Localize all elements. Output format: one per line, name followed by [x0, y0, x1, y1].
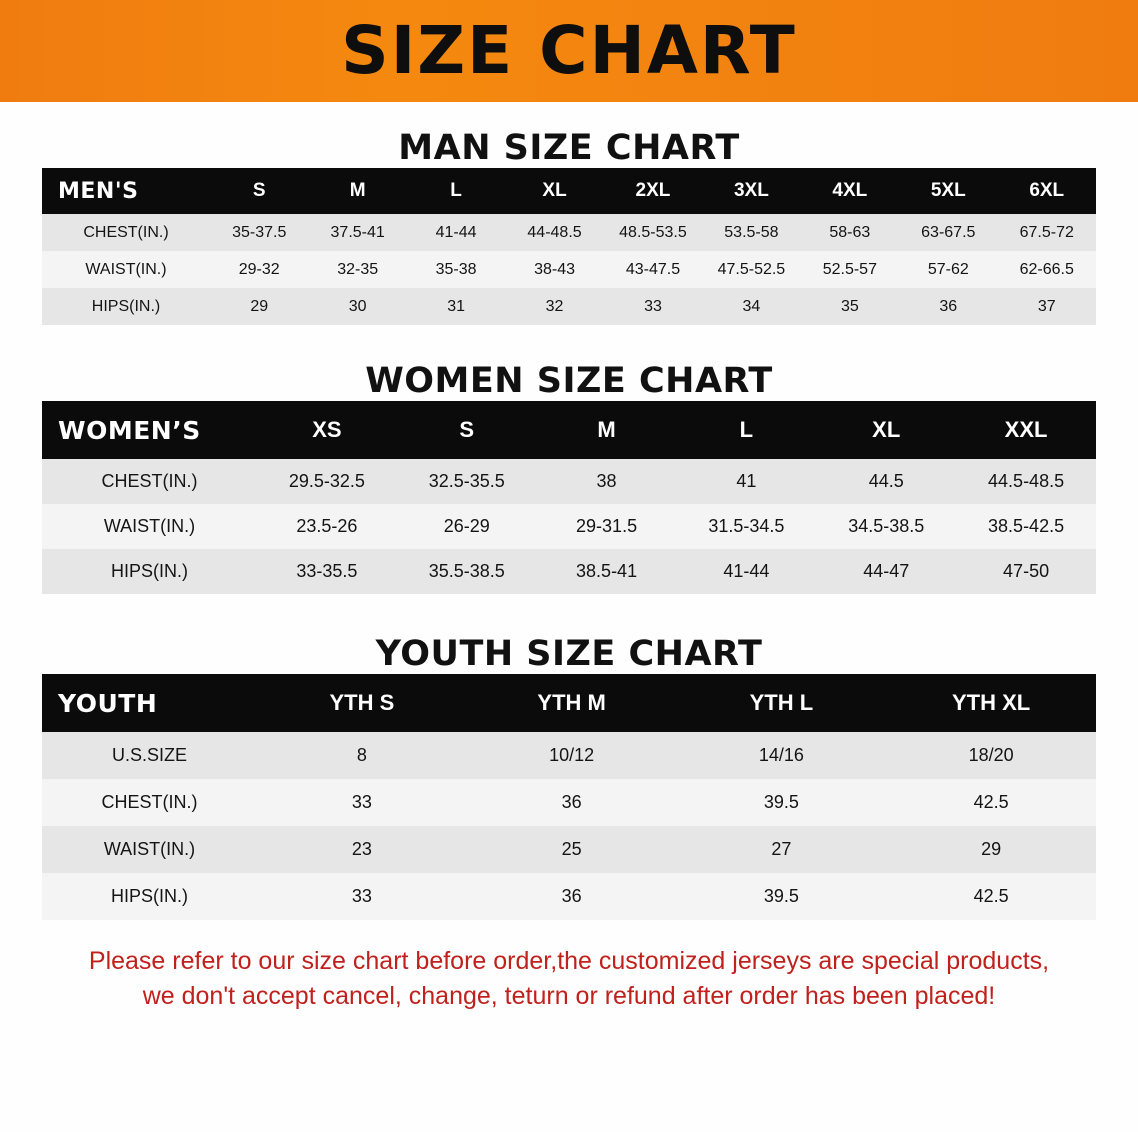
man-cell: 48.5-53.5	[604, 214, 702, 251]
youth-cell: 42.5	[886, 779, 1096, 826]
man-column-header: 2XL	[604, 168, 702, 214]
man-cell: 63-67.5	[899, 214, 997, 251]
man-cell: 29-32	[210, 251, 308, 288]
women-table-row	[42, 504, 1096, 549]
youth-cell: 27	[677, 826, 887, 873]
women-table-row	[42, 549, 1096, 594]
women-row-header-label: WOMEN’S	[42, 401, 257, 459]
youth-table-row	[42, 779, 1096, 826]
man-section-heading: MAN SIZE CHART	[398, 128, 740, 168]
women-table-wrapper	[42, 401, 1096, 594]
youth-section-heading: YOUTH SIZE CHART	[375, 634, 763, 674]
youth-cell: 39.5	[677, 779, 887, 826]
women-cell: 33-35.5	[257, 549, 397, 594]
man-cell: 53.5-58	[702, 214, 800, 251]
man-column-header: S	[210, 168, 308, 214]
man-cell: 34	[702, 288, 800, 325]
man-row-label: CHEST(IN.)	[42, 214, 210, 251]
youth-row-label: U.S.SIZE	[42, 732, 257, 779]
youth-row-label: HIPS(IN.)	[42, 873, 257, 920]
man-cell: 32	[505, 288, 603, 325]
youth-cell: 39.5	[677, 873, 887, 920]
youth-row-header-label: YOUTH	[42, 674, 257, 732]
note-line-1: Please refer to our size chart before order,the customized jerseys are special products,	[88, 947, 1050, 975]
man-column-header: M	[308, 168, 406, 214]
youth-cell: 18/20	[886, 732, 1096, 779]
man-column-header: 3XL	[702, 168, 800, 214]
women-cell: 32.5-35.5	[397, 459, 537, 504]
man-row-label: HIPS(IN.)	[42, 288, 210, 325]
man-cell: 47.5-52.5	[702, 251, 800, 288]
man-cell: 44-48.5	[505, 214, 603, 251]
page-title: SIZE CHART	[341, 12, 797, 89]
youth-cell: 29	[886, 826, 1096, 873]
man-cell: 58-63	[801, 214, 899, 251]
youth-cell: 36	[467, 779, 677, 826]
man-cell: 30	[308, 288, 406, 325]
youth-table-wrapper	[42, 674, 1096, 920]
women-cell: 47-50	[956, 549, 1096, 594]
man-table-row	[42, 214, 1096, 251]
man-cell: 62-66.5	[998, 251, 1097, 288]
man-size-table	[42, 168, 1096, 325]
man-cell: 29	[210, 288, 308, 325]
women-cell: 29-31.5	[537, 504, 677, 549]
youth-cell: 8	[257, 732, 467, 779]
youth-cell: 36	[467, 873, 677, 920]
youth-table-row	[42, 732, 1096, 779]
youth-cell: 14/16	[677, 732, 887, 779]
women-table-body	[42, 459, 1096, 594]
women-row-label: CHEST(IN.)	[42, 459, 257, 504]
man-cell: 36	[899, 288, 997, 325]
women-column-header: XS	[257, 401, 397, 459]
women-row-label: HIPS(IN.)	[42, 549, 257, 594]
women-cell: 44.5-48.5	[956, 459, 1096, 504]
women-column-header: XXL	[956, 401, 1096, 459]
youth-table-row	[42, 826, 1096, 873]
man-column-header: 5XL	[899, 168, 997, 214]
man-cell: 38-43	[505, 251, 603, 288]
youth-cell: 33	[257, 779, 467, 826]
women-cell: 35.5-38.5	[397, 549, 537, 594]
man-cell: 37.5-41	[308, 214, 406, 251]
youth-column-header: YTH L	[677, 674, 887, 732]
women-row-label: WAIST(IN.)	[42, 504, 257, 549]
man-table-header-row	[42, 168, 1096, 214]
women-cell: 26-29	[397, 504, 537, 549]
women-size-table	[42, 401, 1096, 594]
women-cell: 38	[537, 459, 677, 504]
youth-table-row	[42, 873, 1096, 920]
man-cell: 35-38	[407, 251, 505, 288]
youth-column-header: YTH XL	[886, 674, 1096, 732]
man-column-header: 6XL	[998, 168, 1097, 214]
women-cell: 29.5-32.5	[257, 459, 397, 504]
youth-row-label: CHEST(IN.)	[42, 779, 257, 826]
youth-cell: 10/12	[467, 732, 677, 779]
youth-cell: 42.5	[886, 873, 1096, 920]
women-cell: 38.5-42.5	[956, 504, 1096, 549]
man-cell: 32-35	[308, 251, 406, 288]
women-cell: 41-44	[676, 549, 816, 594]
women-cell: 38.5-41	[537, 549, 677, 594]
man-column-header: XL	[505, 168, 603, 214]
man-table-row	[42, 288, 1096, 325]
man-table-wrapper	[42, 168, 1096, 325]
note-line-2: we don't accept cancel, change, teturn or refund after order has been placed!	[142, 981, 996, 1010]
women-cell: 31.5-34.5	[676, 504, 816, 549]
man-table-body	[42, 214, 1096, 325]
youth-row-label: WAIST(IN.)	[42, 826, 257, 873]
women-column-header: S	[397, 401, 537, 459]
man-cell: 43-47.5	[604, 251, 702, 288]
youth-cell: 25	[467, 826, 677, 873]
women-cell: 23.5-26	[257, 504, 397, 549]
man-cell: 67.5-72	[998, 214, 1097, 251]
women-column-header: L	[676, 401, 816, 459]
women-column-header: XL	[816, 401, 956, 459]
man-cell: 41-44	[407, 214, 505, 251]
youth-table-body	[42, 732, 1096, 920]
order-policy-note	[39, 944, 1099, 1013]
women-cell: 44-47	[816, 549, 956, 594]
youth-cell: 23	[257, 826, 467, 873]
women-table-header-row	[42, 401, 1096, 459]
women-cell: 44.5	[816, 459, 956, 504]
youth-table-header-row	[42, 674, 1096, 732]
man-cell: 31	[407, 288, 505, 325]
youth-cell: 33	[257, 873, 467, 920]
man-table-row	[42, 251, 1096, 288]
man-row-label: WAIST(IN.)	[42, 251, 210, 288]
youth-column-header: YTH S	[257, 674, 467, 732]
man-cell: 33	[604, 288, 702, 325]
man-cell: 35-37.5	[210, 214, 308, 251]
man-cell: 57-62	[899, 251, 997, 288]
man-column-header: L	[407, 168, 505, 214]
man-cell: 52.5-57	[801, 251, 899, 288]
women-column-header: M	[537, 401, 677, 459]
man-column-header: 4XL	[801, 168, 899, 214]
page-banner	[0, 0, 1138, 102]
women-table-row	[42, 459, 1096, 504]
women-cell: 41	[676, 459, 816, 504]
man-cell: 35	[801, 288, 899, 325]
youth-column-header: YTH M	[467, 674, 677, 732]
youth-size-table	[42, 674, 1096, 920]
women-section-heading: WOMEN SIZE CHART	[365, 361, 773, 401]
man-row-header-label: MEN'S	[42, 168, 210, 214]
women-cell: 34.5-38.5	[816, 504, 956, 549]
man-cell: 37	[998, 288, 1097, 325]
